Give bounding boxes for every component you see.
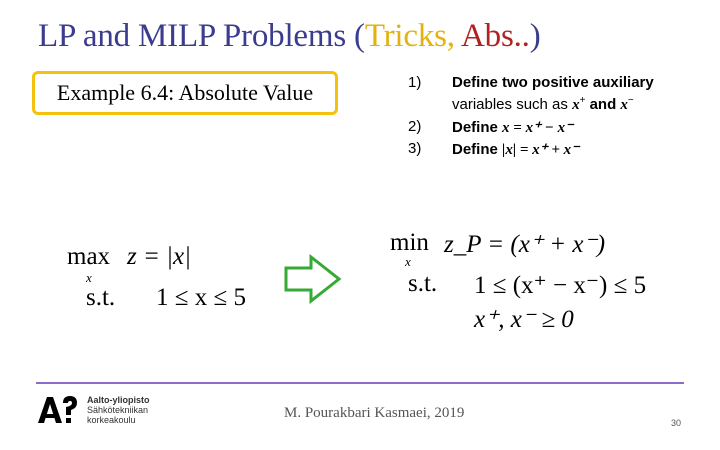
example-label-box bbox=[32, 71, 338, 115]
aalto-logo-icon bbox=[36, 393, 80, 425]
right-min-sub: x bbox=[405, 254, 411, 269]
right-min: min bbox=[390, 229, 429, 256]
example-label: Example 6.4: Absolute Value bbox=[56, 80, 314, 105]
author-credit: M. Pourakbari Kasmaei, 2019 bbox=[284, 405, 465, 421]
title-tricks: Tricks, bbox=[364, 18, 455, 54]
title-close: ) bbox=[529, 18, 541, 54]
step-1-line1: Define two positive auxiliary bbox=[452, 74, 654, 91]
right-nonneg: x⁺, x⁻ ≥ 0 bbox=[474, 306, 574, 333]
footer-divider bbox=[36, 382, 684, 384]
right-objective: z_P = (x⁺ + x⁻) bbox=[444, 231, 606, 258]
title-main: LP and MILP Problems ( bbox=[38, 18, 365, 54]
left-st: s.t. bbox=[86, 284, 116, 311]
step-2-num: 2) bbox=[408, 118, 422, 135]
left-max-sub: x bbox=[86, 270, 92, 285]
left-objective: z = |x| bbox=[127, 243, 191, 270]
step-2-expr: x = x⁺ − x⁻ bbox=[502, 120, 573, 136]
step-3-num: 3) bbox=[408, 140, 422, 157]
right-arrow-icon bbox=[283, 254, 343, 304]
right-constraint: 1 ≤ (x⁺ − x⁻) ≤ 5 bbox=[474, 272, 647, 299]
title-abs: Abs.. bbox=[461, 18, 530, 54]
slide-title bbox=[38, 18, 541, 55]
step-1-num: 1) bbox=[408, 74, 422, 91]
left-constraint: 1 ≤ x ≤ 5 bbox=[156, 284, 246, 311]
page-number: 30 bbox=[671, 418, 682, 428]
right-st: s.t. bbox=[408, 270, 438, 297]
step-3-expr: |x| = x⁺ + x⁻ bbox=[502, 142, 580, 158]
left-max: max bbox=[67, 243, 111, 270]
logo-text: Aalto-yliopisto Sähkötekniikan korkeakoulu bbox=[87, 395, 150, 425]
